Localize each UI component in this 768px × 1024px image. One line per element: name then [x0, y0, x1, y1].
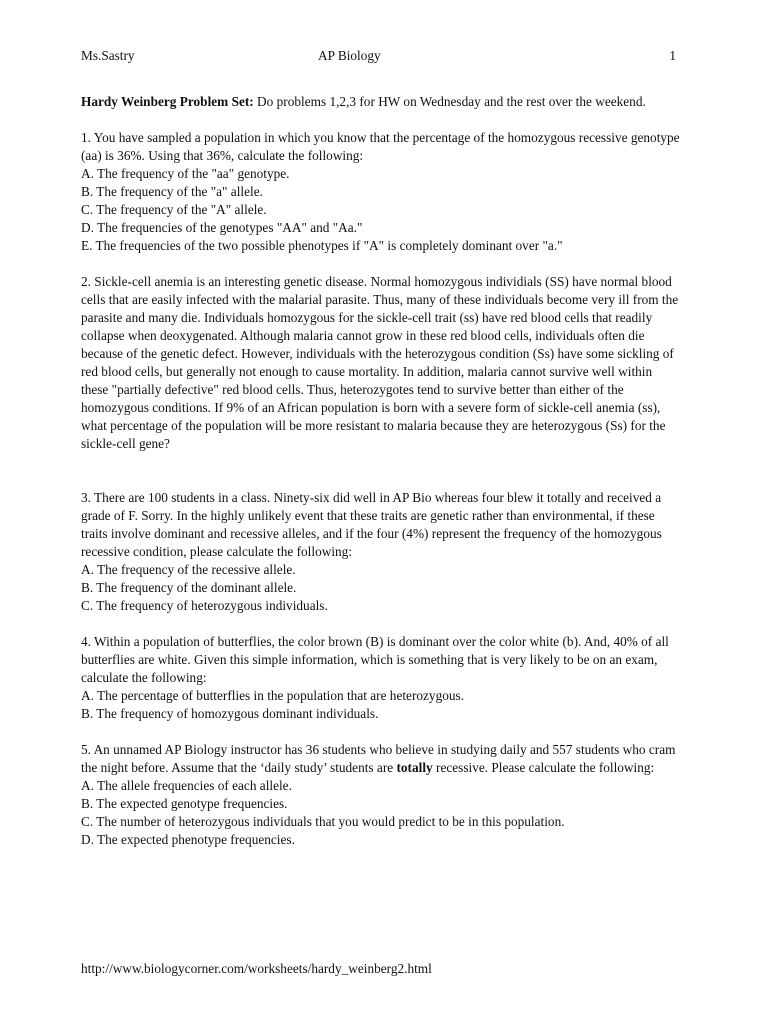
problem-2-text: 2. Sickle-cell anemia is an interesting genetic disease. Normal homozygous individials (SS) have normal blood cells that are easily infected with the malarial parasite. Thus, many of these individuals become very ill from the parasite and many die. Individuals homozygous for the sickle-cell trait (ss) have red blood cells that readily collapse when deoxygenated. Although malaria cannot grow in these red blood cells, individuals often die because of the genetic defect. However, individuals with the heterozygous condition (Ss) have some sickling of red blood cells, but generally not enough to cause mortality. In addition, malaria cannot survive well within these "partially defective" red blood cells. Thus, heterozygotes tend to survive better than either of the homozygous conditions. If 9% of an African population is born with a severe form of sickle-cell anemia (ss), what percentage of the population will be more resistant to malaria because they are heterozygous (Ss) for the sickle-cell gene? [81, 274, 679, 451]
header-page-number: 1 [669, 48, 676, 63]
problem-2 [81, 273, 681, 453]
problem-5-text [81, 741, 681, 777]
problem-4-item-b: B. The frequency of homozygous dominant individuals. [81, 706, 379, 721]
problem-5-item-d: D. The expected phenotype frequencies. [81, 832, 295, 847]
problem-5-text-bold: totally [396, 760, 433, 775]
problem-4 [81, 633, 681, 723]
problem-4-item-a: A. The percentage of butterflies in the population that are heterozygous. [81, 688, 465, 703]
intro-paragraph [81, 93, 681, 111]
header-author: Ms.Sastry [81, 48, 135, 63]
problem-3-item-c: C. The frequency of heterozygous individuals. [81, 598, 328, 613]
problem-4-text: 4. Within a population of butterflies, the color brown (B) is dominant over the color white (b). And, 40% of all butterflies are white. Given this simple information, which is something that is very likely to be on an exam, calculate the following: [81, 634, 669, 685]
footer-url: http://www.biologycorner.com/worksheets/hardy_weinberg2.html [81, 961, 432, 976]
problem-5-item-c: C. The number of heterozygous individuals that you would predict to be in this population. [81, 814, 565, 829]
problem-3 [81, 489, 681, 615]
problem-5-item-a: A. The allele frequencies of each allele. [81, 778, 292, 793]
problem-1-item-a: A. The frequency of the "aa" genotype. [81, 166, 290, 181]
header-course: AP Biology [318, 48, 381, 63]
problem-1 [81, 129, 681, 255]
problem-5-item-b: B. The expected genotype frequencies. [81, 796, 288, 811]
intro-text: Do problems 1,2,3 for HW on Wednesday and the rest over the weekend. [253, 94, 646, 109]
problem-1-item-d: D. The frequencies of the genotypes "AA" and "Aa." [81, 220, 363, 235]
problem-1-item-c: C. The frequency of the "A" allele. [81, 202, 267, 217]
problem-3-text: 3. There are 100 students in a class. Ninety-six did well in AP Bio whereas four blew it totally and received a grade of F. Sorry. In the highly unlikely event that these traits are genetic rather than environmental, if these traits involve dominant and recessive alleles, and if the four (4%) represent the frequency of the homozygous recessive condition, please calculate the following: [81, 490, 662, 559]
problem-1-text: 1. You have sampled a population in which you know that the percentage of the homozygous recessive genotype (aa) is 36%. Using that 36%, calculate the following: [81, 130, 680, 163]
intro-title: Hardy Weinberg Problem Set: [81, 94, 254, 109]
problem-3-item-a: A. The frequency of the recessive allele. [81, 562, 296, 577]
problem-1-item-b: B. The frequency of the "a" allele. [81, 184, 263, 199]
problem-5-text-after: recessive. Please calculate the following: [432, 760, 655, 775]
page-header [81, 47, 676, 65]
problem-3-item-b: B. The frequency of the dominant allele. [81, 580, 297, 595]
document-body [81, 93, 681, 867]
problem-5-text-before: 5. An unnamed AP Biology instructor has 36 students who believe in studying daily and 557 students who cram the night before. Assume that the ‘daily study’ students are [81, 742, 676, 775]
problem-1-item-e: E. The frequencies of the two possible phenotypes if "A" is completely dominant over "a." [81, 238, 563, 253]
page-footer [81, 960, 681, 978]
problem-5 [81, 741, 681, 849]
